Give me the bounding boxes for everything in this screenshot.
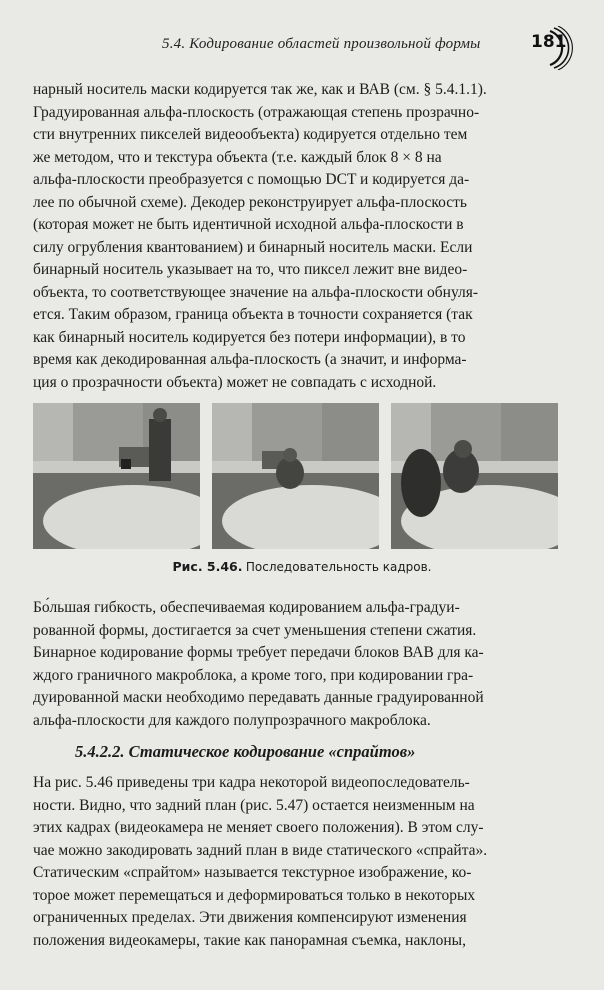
paragraph-2 xyxy=(33,597,558,732)
text-line: Статическим «спрайтом» называется текстурное изображение, ко- xyxy=(33,864,472,881)
text-line: сти внутренних пикселей видеообъекта) кодируется отдельно тем xyxy=(33,126,468,143)
text-line: объекта, то соответствующее значение на альфа-плоскости обнуля- xyxy=(33,283,479,301)
paragraph-3 xyxy=(33,772,558,952)
text-line: торое может перемещаться и деформироваться только в некоторых xyxy=(33,886,476,904)
text-line: дуированной маски необходимо передавать данные градуированной xyxy=(33,689,484,706)
text-line: же методом, что и текстура объекта (т.е. каждый блок 8 × 8 на xyxy=(33,148,442,166)
text-line: Градуированная альфа-плоскость (отражающая степень прозрачно- xyxy=(33,103,480,121)
text-line: (которая может не быть идентичной исходной альфа-плоскости в xyxy=(33,216,464,233)
text-line: чае можно закодировать задний план в виде статического «спрайта». xyxy=(33,841,488,859)
text-line: ограниченных пределах. Эти движения компенсируют изменения xyxy=(33,909,467,926)
caption-text: Последовательность кадров. xyxy=(245,560,432,574)
text-line: На рис. 5.46 приведены три кадра некоторой видеопоследователь- xyxy=(33,774,470,791)
text-line: этих кадрах (видеокамера не меняет своего положения). В этом слу- xyxy=(33,819,484,836)
text-line: альфа-плоскости преобразуется с помощью DCT и кодируется да- xyxy=(33,171,470,188)
text-line: ности. Видно, что задний план (рис. 5.47) остается неизменным на xyxy=(33,796,475,814)
section-heading: 5.4.2.2. Статическое кодирование «спрайтов» xyxy=(75,742,416,761)
caption-label: Рис. 5.46. xyxy=(172,559,243,574)
text-line: лее по обычной схеме). Декодер реконструирует альфа-плоскость xyxy=(33,193,467,211)
text-line: ется. Таким образом, граница объекта в точности сохраняется (так xyxy=(33,306,473,323)
text-line: положения видеокамеры, такие как панорамная съемка, наклоны, xyxy=(33,931,466,949)
text-line: силу огрубления квантованием) и бинарный носитель маски. Если xyxy=(33,238,473,256)
text-line: нарный носитель маски кодируется так же, как и ВАВ (см. § 5.4.1.1). xyxy=(33,81,487,98)
text-line: время как декодированная альфа-плоскость (а значит, и информа- xyxy=(33,351,467,368)
text-line: Бинарное кодирование формы требует передачи блоков ВАВ для ка- xyxy=(33,644,484,661)
text-line: альфа-плоскости для каждого полупрозрачного макроблока. xyxy=(33,711,431,729)
frame-sequence-figure xyxy=(33,403,558,549)
running-title: 5.4. Кодирование областей произвольной формы xyxy=(162,36,481,52)
text-line: рованной формы, достигается за счет уменьшения степени сжатия. xyxy=(33,621,477,639)
video-frame-3 xyxy=(391,403,558,549)
text-line: Бо́льшая гибкость, обеспечиваемая кодированием альфа-градуи- xyxy=(33,599,460,616)
frame-1-photo xyxy=(33,403,200,549)
video-frame-1 xyxy=(33,403,200,549)
frame-3-photo xyxy=(391,403,558,549)
text-line: ждого граничного макроблока, а кроме того, при кодировании гра- xyxy=(33,666,474,684)
text-line: как бинарный носитель кодируется без потери информации), в то xyxy=(33,328,466,346)
running-head xyxy=(0,22,604,74)
text-line: ция о прозрачности объекта) может не совпадать с исходной. xyxy=(33,373,437,391)
page-ornament-arcs-icon xyxy=(548,26,582,70)
frame-2-photo xyxy=(212,403,379,549)
figure-caption xyxy=(0,558,604,576)
video-frame-2 xyxy=(212,403,379,549)
text-line: бинарный носитель указывает на то, что пиксел лежит вне видео- xyxy=(33,261,468,278)
paragraph-1 xyxy=(33,79,558,394)
page-number: 181 xyxy=(531,32,567,52)
